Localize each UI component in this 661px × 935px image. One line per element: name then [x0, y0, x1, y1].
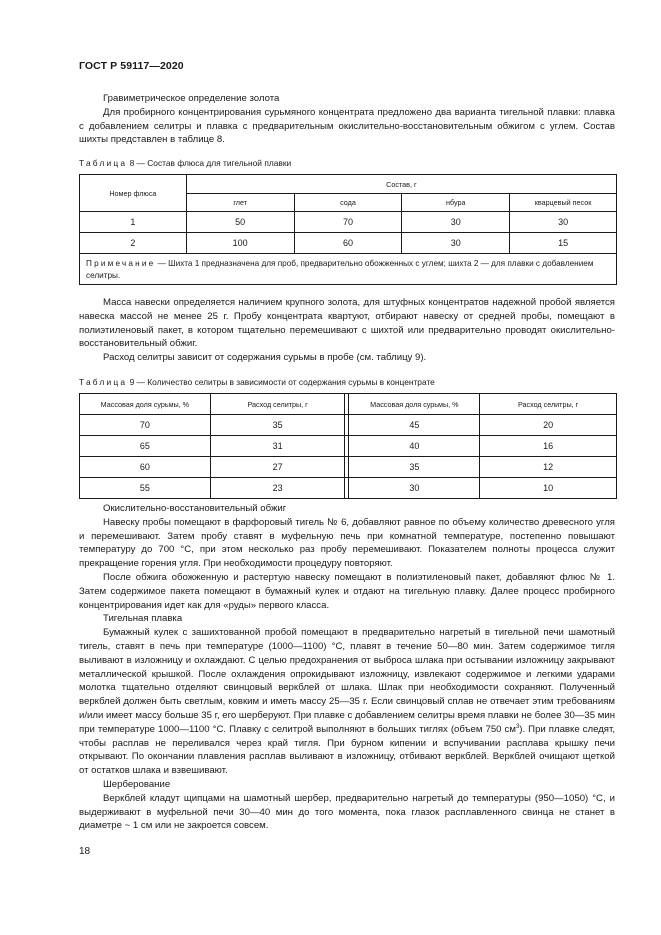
table-cell: 16: [480, 436, 617, 457]
table-header-cell: Расход селитры, г: [210, 394, 345, 415]
table-header-cell: Номер флюса: [80, 175, 187, 212]
section-heading: Окислительно-восстановительный обжиг: [103, 503, 287, 514]
table-note: [80, 254, 617, 285]
table-header-cell: кварцевый песок: [510, 194, 617, 212]
table-cell: 23: [210, 478, 345, 499]
table9-caption: [79, 377, 435, 387]
table8: [79, 174, 617, 285]
table-header-cell: глет: [186, 194, 294, 212]
paragraph-text: ). При плавке следят, чтобы расплав не переливался через край тигля. При бурном кипении и вспучивании расплава крышку печи открывают. По окончании плавления расплав выливают в изложницу, отбивают веркблей. Веркблей очищают щеткой от остатков шлака и взвешивают.: [79, 723, 615, 777]
table-header-cell: Состав, г: [186, 175, 616, 194]
table-cell: 30: [510, 212, 617, 233]
table-header-cell: Массовая доля сурьмы, %: [80, 394, 211, 415]
table-cell: 35: [210, 415, 345, 436]
table-header-cell: сода: [294, 194, 402, 212]
table-header-cell: Расход селитры, г: [480, 394, 617, 415]
table-cell: 50: [186, 212, 294, 233]
table-header-cell: нбура: [402, 194, 510, 212]
table9: [79, 393, 617, 499]
table-cell: 35: [349, 457, 480, 478]
paragraph: После обжига обожженную и растертую навеску помещают в полиэтиленовый пакет, добавляют флюс № 1. Затем содержимое пакета помещают в бумажный кулек и отдают на тигельную плавку. Далее процесс пробирного концентрирования идет как для «руды» первого класса.: [79, 571, 615, 611]
table-cell: 30: [349, 478, 480, 499]
note-label: Примечание: [86, 259, 156, 268]
paragraph: Расход селитры зависит от содержания сурьмы в пробе (см. таблицу 9).: [103, 352, 427, 364]
table-row: [80, 436, 617, 457]
table-cell: 30: [402, 212, 510, 233]
caption-text: 8 — Состав флюса для тигельной плавки: [127, 158, 292, 168]
section-heading: Шерберование: [103, 778, 171, 790]
table-row: [80, 478, 617, 499]
table-cell: 65: [80, 436, 211, 457]
table-cell: 12: [480, 457, 617, 478]
table-cell: 20: [480, 415, 617, 436]
paragraph-text: Бумажный кулек с зашихтованной пробой помещают в предварительно нагретый в тигельной печи шамотный тигель, ставят в печь при температуре (1000—1100) °С, плавят в течение 50—80 мин. Затем содержимое тигля выливают в изложницу и охлаждают. С целью предохранения от выброса шлака при остывании изложницу закрывают металлической крышкой. После охлаждения опрокидывают изложницу, извлекают содержимое и легкими ударами молотка тщательно отделяют свинцовый веркблей от шлака. Шлак при необходимости сохраняют. Полученный веркблей должен быть светлым, ковким и иметь массу 25—35 г. Если свинцовый сплав не отвечает этим требованиям и/или имеет массу больше 35 г, его шерберуют. При плавке с добавлением селитры время плавки не более 30—35 мин при температуре 1000—1100 °С. Плавку с селитрой выполняют в больших тиглях (объем 750 см: [79, 627, 615, 735]
table-row: [80, 212, 617, 233]
section-procedures: [79, 502, 615, 833]
table-row: [80, 415, 617, 436]
caption-label: Таблица: [79, 158, 128, 168]
table-cell: 60: [294, 233, 402, 254]
paragraph: Навеску пробы помещают в фарфоровый тигель № 6, добавляют равное по объему количество древесного угля и перемешивают. Затем пробу ставят в муфельную печь при комнатной температуре, постепенно повышают температуру до 700 °С, при этом несколько раз пробу перемешивают. Показателем полноты процесса служит прекращение горения угля. При необходимости процедуру повторяют.: [79, 516, 615, 570]
table-cell: 30: [402, 233, 510, 254]
superscript: 3: [515, 723, 520, 730]
note-text: — Шихта 1 предназначена для проб, предварительно обожженных с углем; шихта 2 — для плавки с добавлением селитры.: [86, 259, 594, 280]
caption-text: 9 — Количество селитры в зависимости от содержания сурьмы в концентрате: [127, 377, 435, 387]
table-cell: 60: [80, 457, 211, 478]
table-cell: 40: [349, 436, 480, 457]
table-cell: 70: [80, 415, 211, 436]
paragraph: Масса навески определяется наличием крупного золота, для штуфных концентратов надежной пробой является навеска массой не менее 25 г. Пробу концентрата квартуют, отбирают навеску от средней пробы, помещают в полиэтиленовый пакет, в котором тщательно перемешивают с шихтой или предварительно проводят окислительно-восстановительный обжиг.: [79, 297, 615, 350]
table-cell: 10: [480, 478, 617, 499]
table-cell: 27: [210, 457, 345, 478]
section-gravimetric: [79, 92, 615, 147]
table-cell: 15: [510, 233, 617, 254]
table-cell: 1: [80, 212, 187, 233]
table-row: [80, 233, 617, 254]
table-header-cell: Массовая доля сурьмы, %: [349, 394, 480, 415]
table-cell: 31: [210, 436, 345, 457]
caption-label: Таблица: [79, 377, 128, 387]
paragraph: Веркблей кладут щипцами на шамотный шербер, предварительно нагретый до температуры (950—1050) °С, и выдерживают в муфельной печи 30—40 мин до того момента, пока глазок расплавленного свинца не станет в диаметре ~ 1 см или не закроется совсем.: [79, 792, 615, 832]
section-heading: Гравиметрическое определение золота: [103, 93, 280, 104]
table8-caption: [79, 158, 291, 168]
paragraph: [79, 626, 615, 778]
table-cell: 70: [294, 212, 402, 233]
table-row: [80, 457, 617, 478]
section-heading: Тигельная плавка: [103, 613, 183, 625]
table-cell: 55: [80, 478, 211, 499]
document-header: ГОСТ Р 59117—2020: [79, 60, 184, 72]
table-cell: 100: [186, 233, 294, 254]
section-sample-mass: [79, 296, 615, 365]
table-cell: 45: [349, 415, 480, 436]
paragraph: Для пробирного концентрирования сурьмяного концентрата предложено два варианта тигельной плавки: плавка с добавлением селитры и плавка с предварительным окислительно-восстановительным обжигом с углем. Состав шихты представлен в таблице 8.: [79, 106, 615, 146]
table-cell: 2: [80, 233, 187, 254]
page-number: 18: [79, 846, 91, 857]
